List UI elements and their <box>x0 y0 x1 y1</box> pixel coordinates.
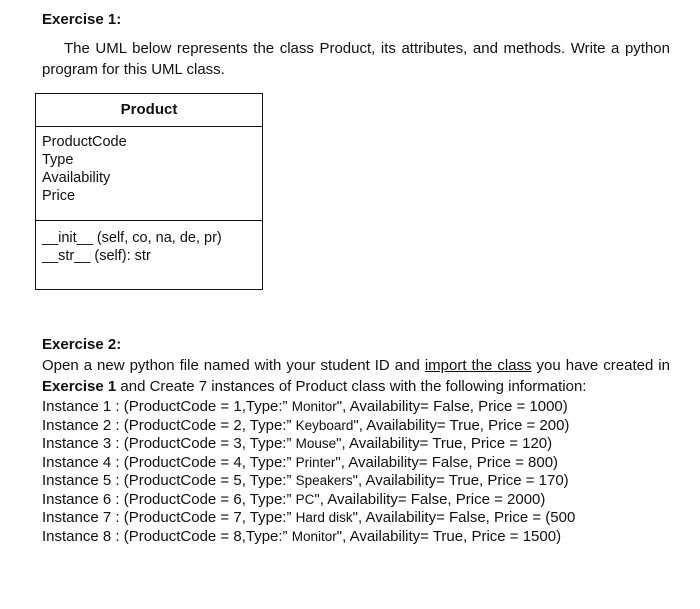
instance-suffix: ", Availability= True, Price = 170) <box>352 472 569 489</box>
instance-suffix: ", Availability= False, Price = 800) <box>335 453 559 471</box>
instance-prefix: Instance 4 : (ProductCode = 4, Type:” <box>42 453 296 471</box>
instance-prefix: Instance 5 : (ProductCode = 5, Type:” <box>42 472 296 489</box>
uml-attribute: ProductCode <box>42 134 127 150</box>
instance-prefix: Instance 3 : (ProductCode = 3, Type:” <box>42 435 296 452</box>
uml-class-diagram <box>35 93 263 290</box>
exercise1-reference: Exercise 1 <box>42 378 117 395</box>
intro-text: Open a new python file named with your student ID and <box>42 357 425 374</box>
instance-type: Mouse <box>295 436 337 451</box>
intro-text: you have created in <box>531 357 670 374</box>
instance-suffix: ", Availability= True, Price = 120) <box>336 435 553 452</box>
import-class-text: import the class <box>424 357 532 374</box>
exercise1-description: The UML below represents the class Product, its attributes, and methods. Write a python program for this UML class. <box>42 40 670 78</box>
instance-prefix: Instance 7 : (ProductCode = 7, Type:” <box>42 509 296 526</box>
instance-line <box>42 528 670 547</box>
intro-text: and Create 7 instances of Product class with the following information: <box>116 378 587 395</box>
instance-suffix: ", Availability= True, Price = 200) <box>353 416 570 434</box>
instance-line <box>42 454 670 473</box>
instance-type: Hard disk <box>295 510 353 525</box>
instance-type: Keyboard <box>295 417 354 433</box>
instance-prefix: Instance 6 : (ProductCode = 6, Type:” <box>42 490 296 508</box>
instance-prefix: Instance 2 : (ProductCode = 2, Type:” <box>42 416 296 434</box>
instance-type: Speakers <box>295 473 353 488</box>
instance-line <box>42 398 670 417</box>
uml-attributes <box>36 127 262 221</box>
uml-class-name: Product <box>36 94 262 127</box>
instance-type: Monitor <box>291 399 337 414</box>
instance-prefix: Instance 1 : (ProductCode = 1,Type:” <box>42 398 292 415</box>
exercise2-section <box>42 335 670 546</box>
uml-method: __str__ (self): str <box>42 248 151 264</box>
instance-type: Monitor <box>291 528 337 544</box>
instance-suffix: ", Availability= False, Price = 1000) <box>336 398 568 415</box>
instance-list <box>42 398 670 546</box>
instance-line <box>42 417 670 436</box>
uml-methods <box>36 221 262 289</box>
exercise1-title: Exercise 1: <box>42 11 122 28</box>
uml-attribute: Type <box>42 152 74 168</box>
exercise2-intro <box>42 355 670 397</box>
instance-prefix: Instance 8 : (ProductCode = 8,Type:” <box>42 527 292 545</box>
instance-suffix: ", Availability= False, Price = (500 <box>352 509 576 526</box>
uml-attribute: Price <box>42 188 76 204</box>
instance-suffix: ", Availability= True, Price = 1500) <box>336 527 562 545</box>
instance-line <box>42 435 670 454</box>
instance-line <box>42 491 670 510</box>
instance-line <box>42 509 670 528</box>
uml-attribute: Availability <box>42 170 111 186</box>
instance-line <box>42 472 670 491</box>
instance-suffix: ", Availability= False, Price = 2000) <box>314 490 546 508</box>
instance-type: Printer <box>295 454 336 470</box>
exercise2-title: Exercise 2: <box>42 336 122 353</box>
instance-type: PC <box>295 491 315 507</box>
uml-method: __init__ (self, co, na, de, pr) <box>42 230 222 246</box>
document-page <box>42 10 670 545</box>
